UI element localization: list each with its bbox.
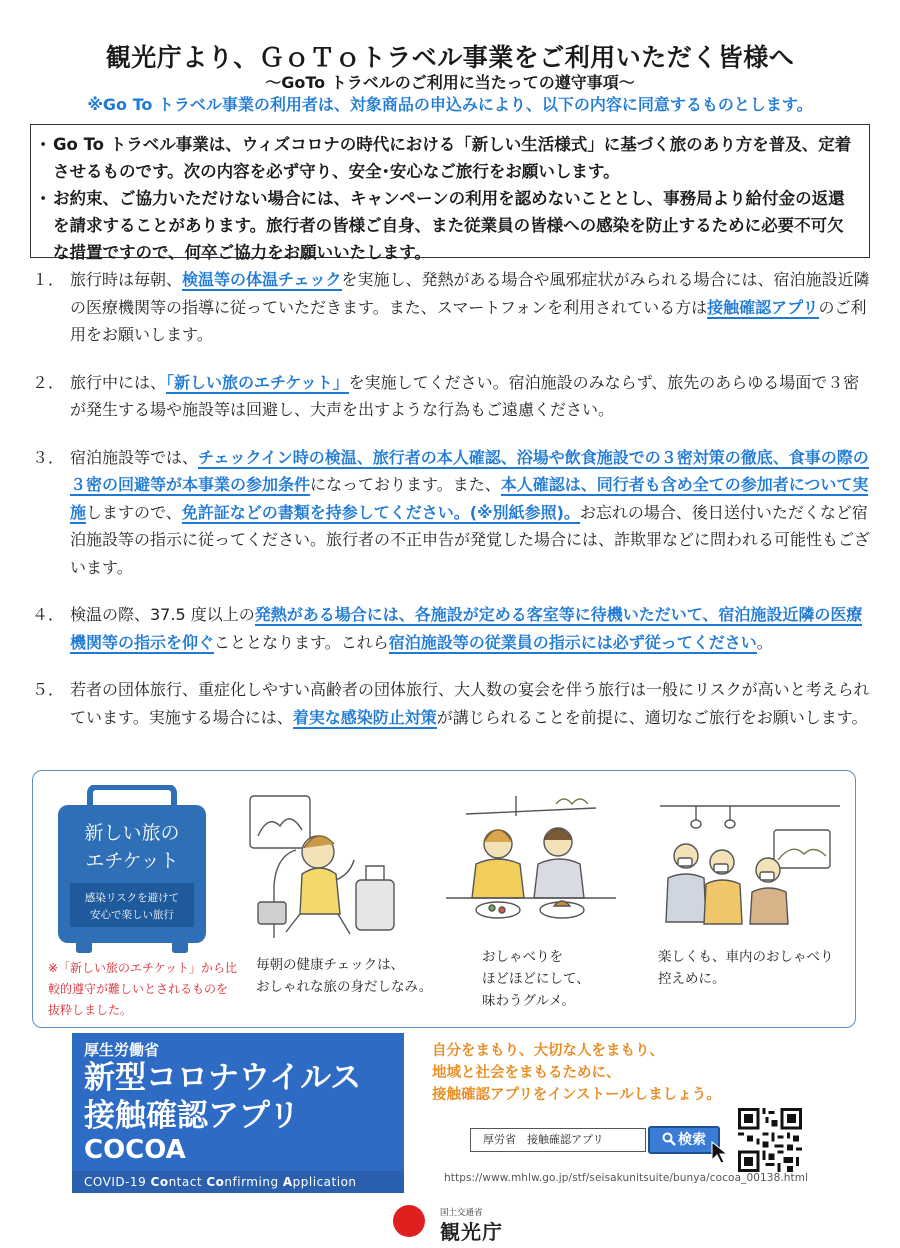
caption-line: 楽しくも、車内のおしゃべり [658, 949, 834, 965]
search-input: 厚労省 接触確認アプリ [470, 1128, 646, 1152]
rule-highlight: チェックイン時の検温、旅行者の本人確認、浴場や飲食施設での３密対策の徹底、食事の際の３密の回避等が本事業の参加条件 [70, 447, 869, 494]
notice-text-1: Go To トラベル事業は、ウィズコロナの時代における「新しい生活様式」に基づく旅のあり方を普及、定着させるものです。次の内容を必ず守り、安全･安心なご旅行をお願いします。 [53, 135, 852, 181]
cocoa-fullname-part: COVID-19 [84, 1175, 151, 1189]
train-riders-illustration [660, 800, 840, 926]
caption-line: おしゃれな旅の身だしなみ。 [256, 979, 433, 995]
install-line: 自分をまもり、大切な人をまもり、 [432, 1043, 664, 1059]
rule-text: 旅行時は毎朝、 [70, 270, 183, 289]
rule-text: が講じられることを前提に、適切なご旅行をお願いします。 [436, 707, 868, 727]
rule-highlight: 発熱がある場合には、各施設が定める客室等に待機いただいて、宿泊施設近隣の医療機関等の指示を仰ぐ [70, 605, 863, 652]
search-icon [662, 1132, 676, 1146]
rule-item-5 [30, 676, 874, 731]
rule-highlight: 宿泊施設等の従業員の指示には必ず従ってください [388, 632, 757, 652]
notice-box [30, 124, 870, 262]
dining-illustration [446, 794, 616, 928]
rule-text: 。 [756, 632, 773, 652]
install-line: 地域と社会をまもるために、 [432, 1065, 621, 1081]
rule-number: ２． [32, 372, 65, 392]
rule-text: こととなります。これら [214, 632, 389, 652]
footer-agency: 観光庁 [440, 1220, 503, 1244]
rule-text: になっております。また、 [310, 475, 501, 494]
cocoa-name: 新型コロナウイルス [84, 1060, 362, 1096]
rule-number: ５． [32, 680, 65, 699]
rule-text: 宿泊施設等では、 [70, 447, 199, 467]
cocoa-fullname-part: nfirming [224, 1175, 283, 1189]
rule-highlight: 免許証などの書類を持参してください。(※別紙参照)。 [181, 502, 580, 522]
rule-text: 検温の際、37.5 度以上の [70, 605, 255, 624]
search-button-label: 検索 [678, 1132, 706, 1148]
cocoa-fullname-part: A [282, 1175, 293, 1189]
footer-ministry: 国土交通省 [440, 1208, 483, 1218]
cocoa-fullname [72, 1171, 404, 1193]
rule-item-2 [30, 369, 874, 424]
rule-text: 旅行中には、 [70, 372, 167, 392]
cocoa-org: 厚生労働省 [84, 1041, 160, 1059]
rule-text: のご利用をお願いします。 [70, 297, 867, 344]
health-check-illustration [244, 788, 414, 944]
cocoa-fullname-part: Co [150, 1175, 169, 1189]
notice-text-2: お約束、ご協力いただけない場合には、キャンペーンの利用を認めないこととし、事務局より給付金の返還を請求することがあります。旅行者の皆様ご自身、また従業員の皆様への感染を防止するために必要不可欠な措置ですので、何卒ご協力をお願いいたします。 [53, 189, 845, 262]
caption-train [658, 946, 834, 990]
rule-item-3 [30, 444, 874, 582]
qr-code-icon [738, 1108, 802, 1172]
rule-item-1 [30, 266, 874, 349]
page-title: 観光庁より、ＧｏＴｏトラベル事業をご利用いただく皆様へ [105, 43, 795, 72]
consent-note: ※Go To トラベル事業の利用者は、対象商品の申込みにより、以下の内容に同意するものとします。 [87, 95, 813, 114]
cocoa-fullname-part: Co [206, 1175, 225, 1189]
notice-paragraph-1: ･ Go To トラベル事業は、ウィズコロナの時代における「新しい生活様式」に基づく旅のあり方を普及、定着させるものです。次の内容を必ず守り、安全･安心なご旅行をお願いします。 [39, 135, 852, 181]
badge-sub-1: 感染リスクを避けて [84, 892, 180, 904]
etiquette-note: ※「新しい旅のエチケット」から比較的遵守が難しいとされるものを抜粋しました。 [48, 961, 237, 1017]
install-message [432, 1040, 852, 1106]
page-subtitle: ～GoTo トラベルのご利用に当たっての遵守事項～ [265, 73, 635, 92]
cocoa-app-panel [72, 1033, 404, 1193]
cocoa-url: https://www.mhlw.go.jp/stf/seisakunitsuite/bunya/cocoa_00138.html [444, 1172, 809, 1184]
caption-line: 味わうグルメ。 [482, 993, 575, 1009]
rule-text: 若者の団体旅行、重症化しやすい高齢者の団体旅行、大人数の宴会を伴う旅行は一般にリスクが高いと考えられています。実施する場合には、 [70, 680, 870, 727]
caption-line: おしゃべりを [482, 949, 563, 965]
rule-highlight: 「新しい旅のエチケット」 [166, 372, 349, 392]
rule-item-4 [30, 601, 874, 656]
cocoa-app-title: 接触確認アプリ [84, 1098, 300, 1134]
rules-list [30, 266, 874, 731]
badge-sub-2: 安心で楽しい旅行 [90, 909, 174, 921]
caption-line: 控えめに。 [658, 971, 726, 987]
caption-health-check [256, 954, 432, 998]
rule-highlight: 検温等の体温チェック [182, 270, 342, 289]
rule-text: を実施し、発熱がある場合や風邪症状がみられる場合には、宿泊施設近隣の医療機関等の指導に従っていただきます。また、スマートフォンを利用されている方は [70, 270, 870, 317]
install-line: 接触確認アプリをインストールしましょう。 [432, 1087, 721, 1103]
caption-dining [482, 946, 590, 1012]
rule-highlight: 本人確認は、同行者も含め全ての参加者について実施 [70, 475, 869, 522]
cocoa-fullname-part: pplication [292, 1175, 357, 1189]
cocoa-code: COCOA [84, 1135, 186, 1165]
rule-text: お忘れの場合、後日送付いただくなど宿泊施設等の指示に従ってください。旅行者の不正申告が発覚した場合には、詐欺罪などに問われる可能性もございます。 [70, 502, 871, 577]
etiquette-suitcase-badge [52, 785, 212, 955]
badge-line-1: 新しい旅の [84, 822, 180, 844]
jta-logo-icon [392, 1204, 426, 1238]
caption-line: 毎朝の健康チェックは、 [256, 957, 405, 973]
rule-number: ４． [32, 605, 65, 624]
rule-text: しますので、 [86, 502, 182, 522]
rule-number: １． [32, 270, 65, 289]
cocoa-fullname-part: ntact [168, 1175, 207, 1189]
rule-highlight: 着実な感染防止対策 [292, 707, 437, 727]
caption-line: ほどほどにして、 [482, 971, 590, 987]
cursor-icon [710, 1140, 728, 1164]
rule-highlight: 接触確認アプリ [707, 297, 819, 317]
notice-paragraph-2: ･ お約束、ご協力いただけない場合には、キャンペーンの利用を認めないこととし、事務局より給付金の返還を請求することがあります。旅行者の皆様ご自身、また従業員の皆様への感染を防止するために必要不可欠な措置ですので、何卒ご協力をお願いいたします。 [39, 189, 845, 262]
badge-line-2: エチケット [85, 850, 179, 872]
rule-number: ３． [32, 447, 65, 467]
rule-text: を実施してください。宿泊施設のみならず、旅先のあらゆる場面で３密が発生する場や施設等は回避し、大声を出すような行為もご遠慮ください。 [70, 372, 860, 419]
